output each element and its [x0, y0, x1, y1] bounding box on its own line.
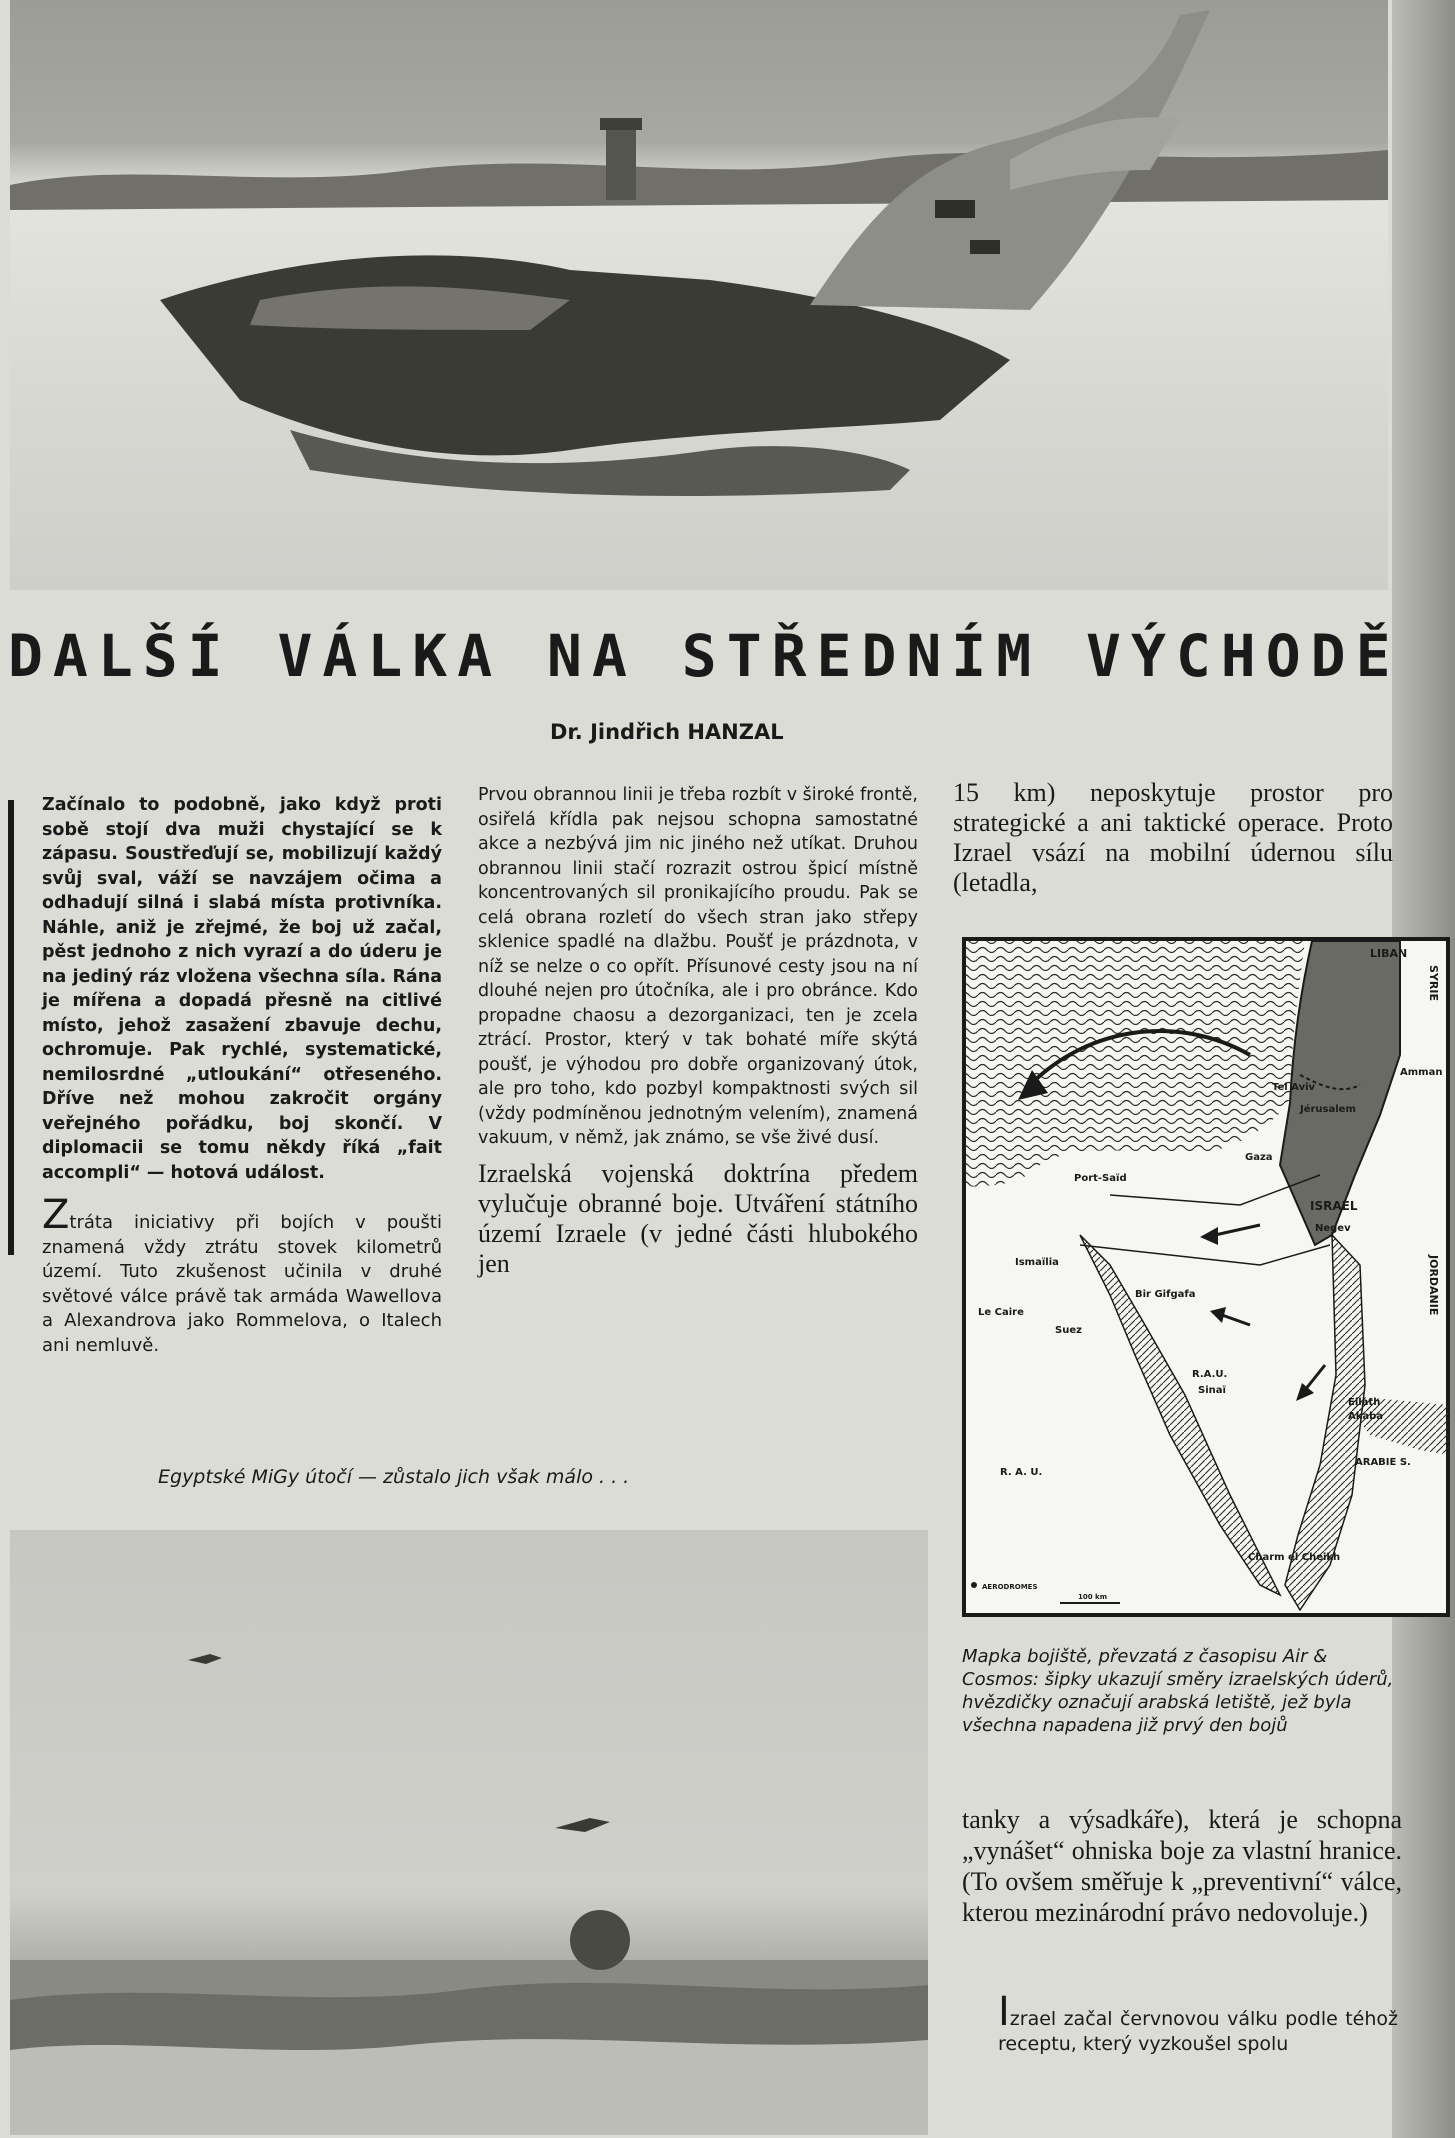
- map-label-negev: Negev: [1315, 1223, 1351, 1234]
- map-label-rau-west: R. A. U.: [1000, 1467, 1043, 1478]
- map-label-charm-el-cheikh: Charm el Cheikh: [1248, 1552, 1341, 1563]
- article-author: Dr. Jindřich HANZAL: [550, 720, 784, 744]
- map-label-le-caire: Le Caire: [978, 1307, 1024, 1318]
- article-column-3-end: [998, 1989, 1398, 2057]
- drop-cap: I: [998, 1989, 1010, 2035]
- map-label-jerusalem: Jérusalem: [1300, 1104, 1356, 1115]
- map-label-bir-gifgafa: Bir Gifgafa: [1135, 1289, 1196, 1300]
- article-column-1: [42, 793, 442, 1358]
- map-scale-label: 100 km: [1078, 1593, 1107, 1601]
- body-paragraph: [42, 1192, 442, 1358]
- body-paragraph-large: tanky a výsadkáře), která je schopna „vynášet“ ohniska boje za vlastní hranice. (To ovšem směřuje k „preventivní“ válce, kterou mezinárodní právo nedovoluje.): [962, 1805, 1402, 1927]
- article-column-3: [953, 778, 1393, 898]
- photo-destroyed-aircraft: [10, 0, 1388, 590]
- body-paragraph-large: Izraelská vojenská doktrína předem vylučuje obranné boje. Utváření státního území Izraele (v jedné části hlubokého jen: [478, 1158, 918, 1278]
- photo-migs-attacking: [10, 1530, 928, 2135]
- map-label-ismailia: Ismaïlia: [1015, 1257, 1059, 1268]
- map-label-port-said: Port-Saïd: [1074, 1173, 1127, 1184]
- map-label-sinai: Sinaï: [1198, 1385, 1226, 1396]
- mig-aircraft-icon: [188, 1654, 222, 1664]
- map-caption: Mapka bojiště, převzatá z časopisu Air & Cosmos: šipky ukazují směry izraelských úderů, hvězdičky označují arabská letiště, jež byla všechna napadena již prvý den bojů: [962, 1646, 1394, 1736]
- map-label-israel: ISRAEL: [1310, 1199, 1358, 1213]
- body-paragraph-large: 15 km) neposkytuje prostor pro strategické a ani taktické operace. Proto Izrael vsází na mobilní údernou sílu (letadla,: [953, 778, 1393, 897]
- map-label-syrie: SYRIE: [1427, 965, 1440, 1001]
- paragraph-text: zrael začal červnovou válku podle téhož receptu, který vyzkoušel spolu: [998, 2008, 1398, 2055]
- map-label-jordanie: JORDANIE: [1427, 1255, 1440, 1316]
- map-label-arabie: ARABIE S.: [1355, 1457, 1411, 1468]
- map-label-akaba: Akaba: [1348, 1411, 1384, 1422]
- body-paragraph: Prvou obrannou linii je třeba rozbít v široké frontě, osiřelá křídla pak nejsou schopna samostatné akce a nezbývá jim nic jiného než utíkat. Druhou obrannou linii stačí rozrazit ostrou špicí místně koncentrovaných sil pronikajícího proudu. Pak se celá obrana rozletí do všech stran jako střepy sklenice spadlé na dlažbu. Poušť je prázdnota, v níž se nelze o co opřít. Přísunové cesty jsou na ní dlouhé nejen pro útočníka, ale i pro obránce. Kdo propadne chaosu a dezorganizaci, ten je zcela ztrácí. Prostor, který v tak bohaté míře skýtá poušť, je výhodou pro dobře organizovaný útok, ale pro toho, kdo pozbyl kompaktnosti svých sil (vždy podmíněnou jednotným velením), znamená vakuum, v němž, jak známo, se vše živé dusí.: [478, 785, 918, 1148]
- photo-destroyed-aircraft-drawing: [10, 0, 1388, 590]
- mig-aircraft-icon: [555, 1818, 610, 1832]
- map-label-eilath: Eilath: [1348, 1397, 1381, 1408]
- paragraph-text: tráta iniciativy při bojích v poušti znamená vždy ztrátu stovek kilometrů území. Tuto zkušenost učinila v druhé světové válce právě tak armáda Wawellova a Alexandrova jako Rommelova, o Italech ani nemluvě.: [42, 1212, 442, 1356]
- photo-migs-attacking-drawing: [10, 1530, 928, 2135]
- article-column-2: [478, 783, 918, 1279]
- photo-caption-migs: Egyptské MiGy útočí — zůstalo jich však málo . . .: [158, 1466, 630, 1488]
- article-column-3-continued: [962, 1804, 1402, 1928]
- map-label-liban: LIBAN: [1370, 947, 1408, 960]
- battlefield-map: [960, 935, 1452, 1627]
- body-paragraph: [998, 1989, 1398, 2057]
- map-label-gaza: Gaza: [1245, 1152, 1273, 1163]
- map-label-rau-sinai: R.A.U.: [1192, 1369, 1228, 1380]
- article-title: DALŠÍ VÁLKA NA STŘEDNÍM VÝCHODĚ: [8, 622, 1401, 690]
- drop-cap: Z: [42, 1192, 70, 1238]
- lead-paragraph: Začínalo to podobně, jako když proti sobě stojí dva muži chystající se k zápasu. Soustřeďují se, mobilizují každý svůj sval, váží se navzájem očima a odhadují silná i slabá místa protivníka. Náhle, aniž je zřejmé, že boj už začal, pěst jednoho z nich vyrazí a do úderu je na jediný ráz vložena všechna síla. Rána je mířena a dopadá přesně na citlivé místo, jehož zasažení zbavuje dechu, ochromuje. Pak rychlé, systematické, nemilosrdné „utloukání“ otřeseného. Dříve než mohou zakročit orgány veřejného pořádku, boj skončí. V diplomacii se tomu někdy říká „fait accompli“ — hotová událost.: [42, 795, 442, 1183]
- map-label-amman: Amman: [1400, 1067, 1443, 1078]
- battlefield-map-drawing: [960, 935, 1452, 1627]
- lead-vertical-rule: [8, 800, 14, 1255]
- map-label-tel-aviv: Tel Aviv: [1272, 1082, 1316, 1093]
- map-legend-aerodromes: AERODROMES: [982, 1583, 1038, 1591]
- map-label-suez: Suez: [1055, 1325, 1082, 1336]
